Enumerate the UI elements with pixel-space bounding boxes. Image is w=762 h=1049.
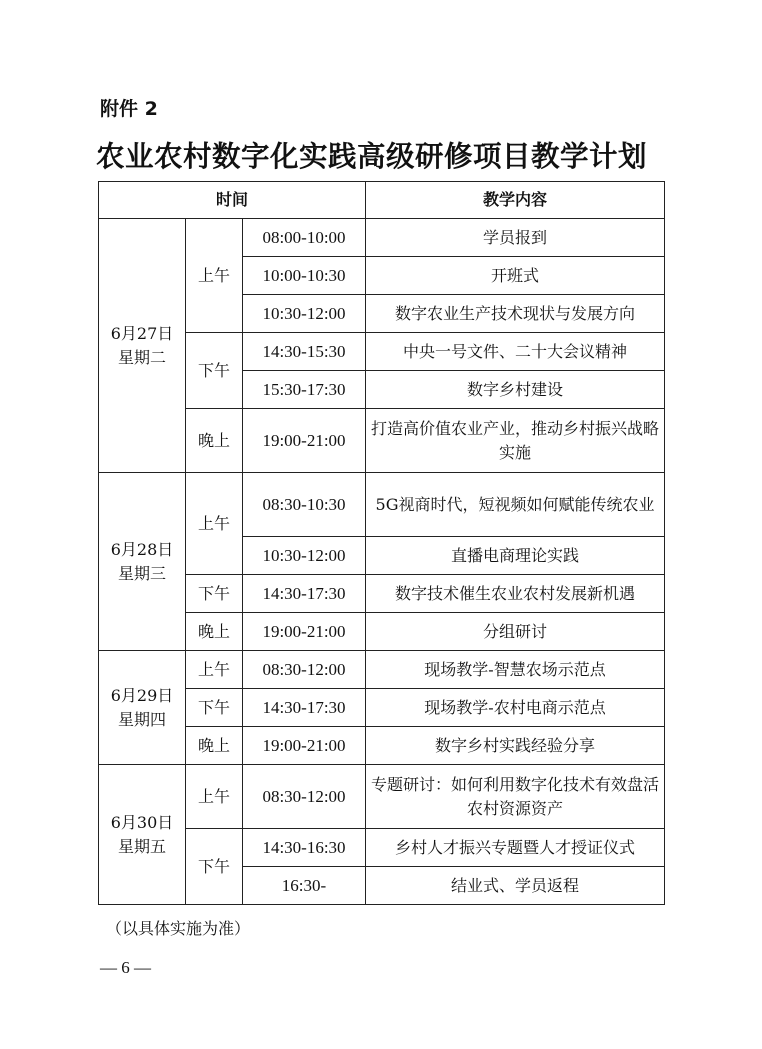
content-cell: 结业式、学员返程 — [366, 867, 665, 905]
period-cell: 上午 — [186, 651, 243, 689]
page-number: — 6 — — [100, 958, 151, 977]
day-weekday: 星期五 — [117, 836, 166, 856]
time-cell: 08:00-10:00 — [243, 219, 366, 257]
header-time: 时间 — [99, 182, 366, 219]
content-cell: 学员报到 — [366, 219, 665, 257]
period-cell: 下午 — [186, 829, 243, 905]
table-row — [99, 219, 665, 257]
time-cell: 10:30-12:00 — [243, 295, 366, 333]
time-cell: 08:30-10:30 — [243, 473, 366, 537]
day-date: 6月29日 — [110, 685, 174, 705]
time-cell: 10:00-10:30 — [243, 257, 366, 295]
content-cell: 开班式 — [366, 257, 665, 295]
period-cell: 上午 — [186, 473, 243, 575]
content-cell: 数字乡村实践经验分享 — [366, 727, 665, 765]
content-cell: 数字农业生产技术现状与发展方向 — [366, 295, 665, 333]
schedule-table — [98, 181, 665, 905]
content-cell: 现场教学-智慧农场示范点 — [366, 651, 665, 689]
table-row — [99, 473, 665, 537]
day-weekday: 星期三 — [117, 563, 166, 583]
content-cell: 打造高价值农业产业，推动乡村振兴战略实施 — [366, 409, 665, 473]
time-cell: 14:30-16:30 — [243, 829, 366, 867]
time-cell: 16:30- — [243, 867, 366, 905]
time-cell: 08:30-12:00 — [243, 651, 366, 689]
table-row — [99, 651, 665, 689]
time-cell: 19:00-21:00 — [243, 409, 366, 473]
content-cell: 乡村人才振兴专题暨人才授证仪式 — [366, 829, 665, 867]
content-cell: 5G视商时代，短视频如何赋能传统农业 — [366, 473, 665, 537]
period-cell: 下午 — [186, 575, 243, 613]
day-cell — [99, 473, 186, 651]
content-cell: 数字技术催生农业农村发展新机遇 — [366, 575, 665, 613]
table-row — [99, 765, 665, 829]
content-cell: 数字乡村建设 — [366, 371, 665, 409]
period-cell: 上午 — [186, 765, 243, 829]
period-cell: 下午 — [186, 333, 243, 409]
day-date: 6月28日 — [110, 539, 174, 559]
content-cell: 专题研讨：如何利用数字化技术有效盘活农村资源资产 — [366, 765, 665, 829]
time-cell: 15:30-17:30 — [243, 371, 366, 409]
period-cell: 晚上 — [186, 613, 243, 651]
time-cell: 19:00-21:00 — [243, 727, 366, 765]
attachment-label: 附件 2 — [100, 98, 158, 120]
time-cell: 14:30-15:30 — [243, 333, 366, 371]
period-cell: 下午 — [186, 689, 243, 727]
day-weekday: 星期四 — [117, 709, 166, 729]
day-cell — [99, 765, 186, 905]
day-weekday: 星期二 — [117, 347, 166, 367]
footnote: （以具体实施为准） — [106, 919, 251, 938]
period-cell: 上午 — [186, 219, 243, 333]
time-cell: 10:30-12:00 — [243, 537, 366, 575]
time-cell: 19:00-21:00 — [243, 613, 366, 651]
day-date: 6月27日 — [110, 323, 174, 343]
document-title: 农业农村数字化实践高级研修项目教学计划 — [96, 140, 648, 173]
time-cell: 08:30-12:00 — [243, 765, 366, 829]
content-cell: 中央一号文件、二十大会议精神 — [366, 333, 665, 371]
time-cell: 14:30-17:30 — [243, 575, 366, 613]
day-date: 6月30日 — [110, 812, 174, 832]
period-cell: 晚上 — [186, 727, 243, 765]
content-cell: 直播电商理论实践 — [366, 537, 665, 575]
day-cell — [99, 651, 186, 765]
header-content: 教学内容 — [366, 182, 665, 219]
day-cell — [99, 219, 186, 473]
content-cell: 现场教学-农村电商示范点 — [366, 689, 665, 727]
content-cell: 分组研讨 — [366, 613, 665, 651]
time-cell: 14:30-17:30 — [243, 689, 366, 727]
period-cell: 晚上 — [186, 409, 243, 473]
